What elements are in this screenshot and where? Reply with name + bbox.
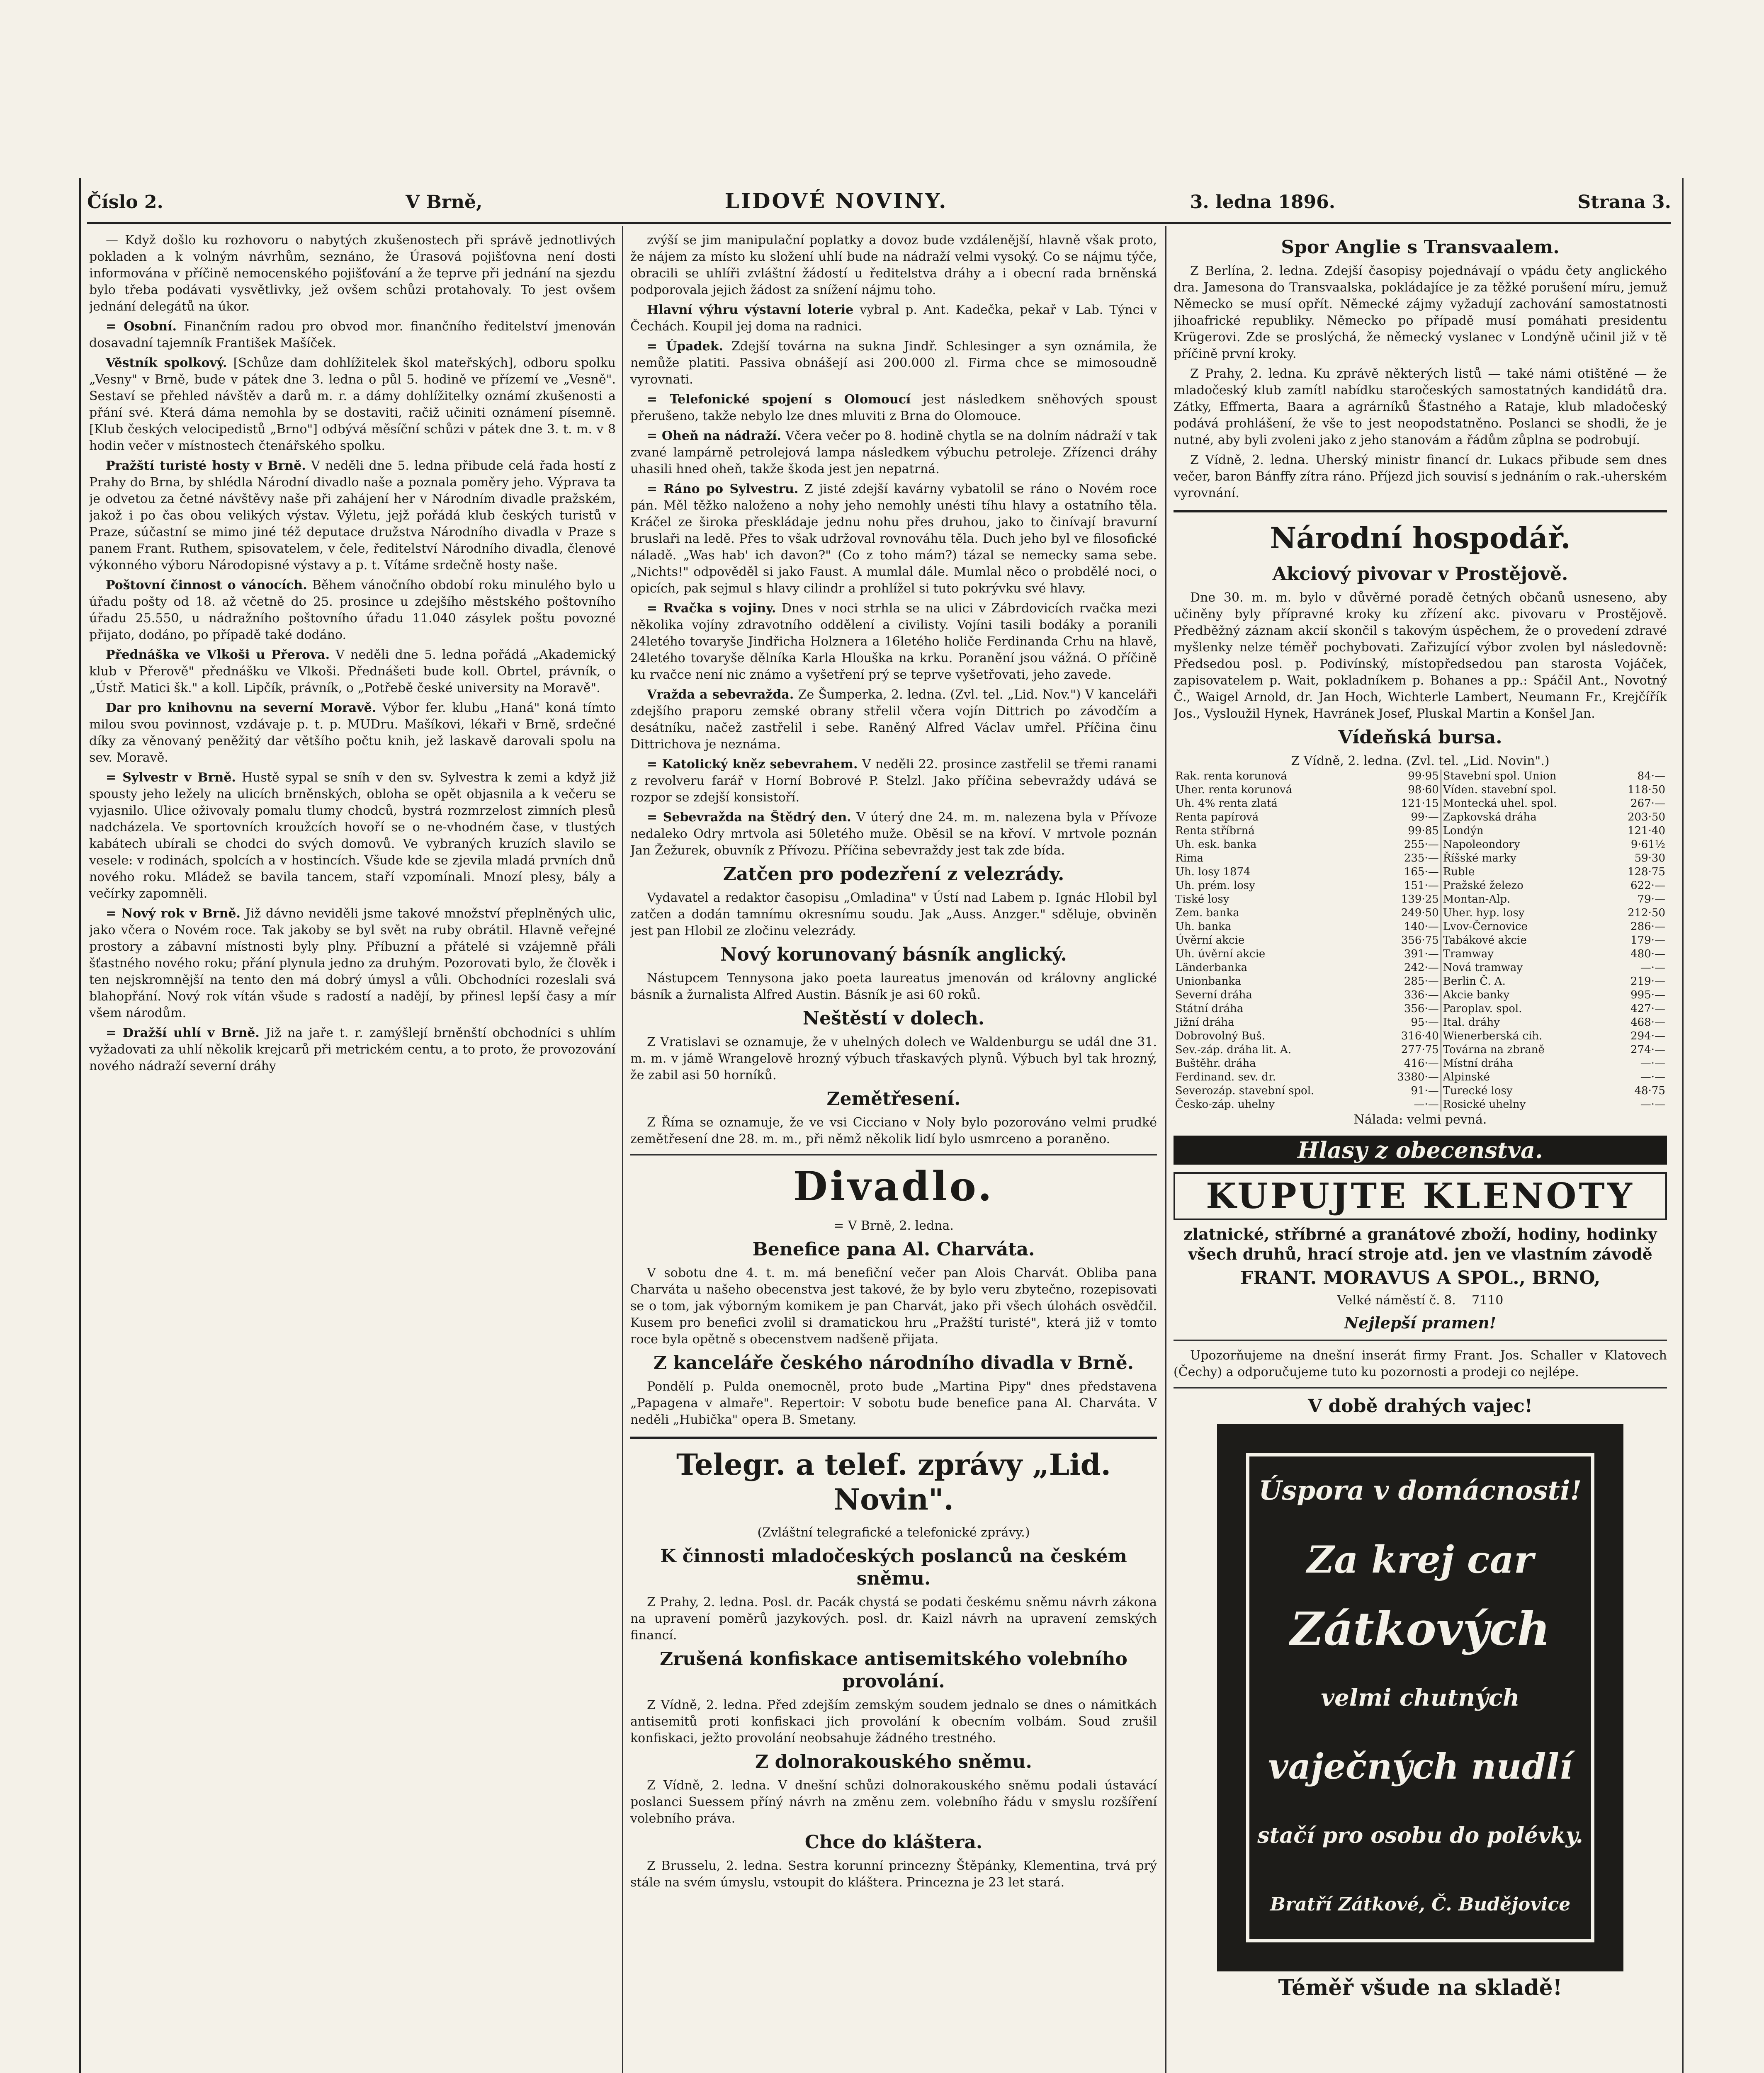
bursa-label: Říšské marky	[1441, 852, 1608, 865]
article-text	[89, 577, 616, 643]
column-1	[89, 232, 616, 2073]
section-heading: Zemětřesení.	[826, 1088, 961, 1109]
bursa-label: Česko-záp. uhelny	[1175, 1098, 1275, 1111]
bursa-value: 416·—	[1404, 1057, 1439, 1070]
bursa-value: 249·50	[1401, 907, 1439, 919]
article-heading: = Oheň na nádraží.	[647, 429, 781, 443]
article-text	[630, 600, 1157, 683]
article-text	[630, 302, 1157, 335]
article-heading: Věstník spolkový.	[106, 356, 227, 370]
article-text: — Když došlo ku rozhovoru o nabytých zkušenostech při správě jednotlivých pokladen a k volným návrhům, seznáno, že Úrasová pojišťovna není dosti informována v příčině nemocenského pojišťování a že teprve při jednání na sjezdu bylo třeba podávati vysvětlivky, jež ovšem schůzi protahovaly. To jest ovšem jednání delegátů na úkor.	[89, 233, 616, 314]
bursa-value: 121·15	[1401, 797, 1439, 810]
notice-text: Upozorňujeme na dnešní inserát firmy Frant. Jos. Schaller v Klatovech (Čechy) a odporučujeme tuto ku pozornosti a prodeji co nejlépe.	[1174, 1348, 1667, 1379]
bursa-label: Renta stříbrná	[1175, 825, 1255, 837]
bursa-value: 121·40	[1628, 825, 1665, 837]
article-text: Z Prahy, 2. ledna. Ku zprávě některých listů — také námi otištěné — že mladočeský klub zamítl nabídku staročeských samostatných kandidátů dra. Zátky, Effmerta, Baara a agrárníků Šťastného a Rataje, klub mladočeský podává prohlášení, že vše to jest neopodstatněno. Poslanci se shodli, že je nutné, aby byli zvoleni jako z jeho stanovám a řádům zůplna se podrobují.	[1174, 367, 1667, 447]
article-body: Z jisté zdejší kavárny vybatolil se ráno o Novém roce pán. Měl těžko naloženo a nohy jeho nemohly unésti tíhu hlavy a ostatního těla. Kráčel ze široka přeskládaje jednu nohu přes druhou, jako to činívají bravurní bruslaři na ledě. Přes to však udržoval rovnováhu těla. Duch jeho byl ve filosofické náladě. „Was hab' ich davon?" (Co z toho mám?) tázal se nemecky sama sebe. „Nichts!" odpověděl si jako Faust. A mumlal dále. Mumlal něco o probdělé noci, o opicích, pak sejmul s hlavy cilindr a prohlížel si tuto pokrývku své hlavy.	[630, 482, 1157, 596]
article-body: Již na jaře t. r. zamýšlejí brněnští obchodníci s uhlím vyžadovati za uhlí několik krejcarů při metrickém centu, a to proto, že provozování nového nádraží severní dráhy	[89, 1026, 616, 1073]
divider	[1174, 1340, 1667, 1341]
ad-line: Úspora v domácnosti!	[1259, 1475, 1582, 1507]
bursa-value: 91·—	[1411, 1085, 1439, 1097]
article-body: V úterý dne 24. m. m. nalezena byla v Přívoze nedaleko Odry mrtvola asi 50letého muže. Oběsil se na křoví. V mrtvole poznán Jan Žežurek, obuvník z Přívozu. Příčina sebevraždy jest tak zde bída.	[630, 810, 1157, 858]
article-heading: = Úpadek.	[647, 339, 723, 354]
header-city: V Brně,	[406, 192, 483, 213]
bursa-value: 294·—	[1630, 1030, 1665, 1042]
ad-line: vaječných nudlí	[1268, 1746, 1573, 1787]
bursa-value: —·—	[1640, 1071, 1665, 1083]
bursa-label: Londýn	[1441, 824, 1608, 838]
kupujte-ad-title: KUPUJTE KLENOTY	[1174, 1172, 1667, 1220]
column-2	[630, 232, 1157, 2073]
bursa-row	[1174, 975, 1667, 988]
narodni-heading: Národní hospodář.	[1270, 521, 1571, 555]
bursa-value: —·—	[1640, 961, 1665, 974]
bursa-value: 316·40	[1401, 1030, 1439, 1042]
article-heading: = Dražší uhlí v Brně.	[106, 1026, 260, 1040]
article-text: Z Brusselu, 2. ledna. Sestra korunní princezny Štěpánky, Klementina, trvá prý stále na svém úmyslu, vstoupit do kláštera. Princezna je 23 let stará.	[630, 1859, 1157, 1890]
article-heading: = Telefonické spojení s Olomoucí	[647, 392, 911, 407]
divider	[630, 1437, 1157, 1439]
article-text	[630, 687, 1157, 753]
bursa-table	[1174, 769, 1667, 1112]
bursa-row	[1174, 988, 1667, 1002]
bursa-row	[1174, 893, 1667, 906]
article-text	[89, 647, 616, 697]
bursa-value: 128·75	[1628, 866, 1665, 878]
telegr-heading: Telegr. a telef. zprávy „Lid. Novin".	[676, 1447, 1111, 1517]
bursa-label: Napoleondory	[1441, 838, 1608, 852]
bursa-row	[1174, 961, 1667, 975]
bursa-label: Länderbanka	[1175, 961, 1248, 974]
ad-inner-frame	[1246, 1453, 1594, 1942]
article-body: Včera večer po 8. hodině chytla se na dolním nádraží v tak zvané lampárně petrolejová lampa následkem výbuchu petroleje. Zřízenci dráhy uhasili hned oheň, takže škoda jest jen nepatrná.	[630, 429, 1157, 476]
bursa-label: Wienerberská cih.	[1441, 1029, 1608, 1043]
column-rule	[622, 226, 623, 2073]
article-text	[89, 1025, 616, 1075]
bursa-label: Ferdinand. sev. dr.	[1175, 1071, 1276, 1083]
article-text	[89, 700, 616, 766]
article-text: Z Říma se oznamuje, že ve vsi Cicciano v Noly bylo pozorováno velmi prudké zemětřesení dne 28. m. m., při němž několik lidí bylo usmrceno a poraněno.	[630, 1115, 1157, 1146]
bursa-value: 336·—	[1404, 989, 1439, 1001]
bursa-heading: Vídeňská bursa.	[1338, 727, 1502, 748]
bursa-value: 995·—	[1630, 989, 1665, 1001]
article-text: Vydavatel a redaktor časopisu „Omladina" v Ústí nad Labem p. Ignác Hlobil byl zatčen a dodán tamnímu okresnímu soudu. Jak „Auss. Anzger." sděluje, obviněn jest pan Hlobil ze zločinu velezrády.	[630, 891, 1157, 938]
bursa-row	[1174, 1016, 1667, 1029]
bursa-row	[1174, 920, 1667, 934]
bursa-value: 267·—	[1630, 797, 1665, 810]
ad-heading: V době drahých vajec!	[1308, 1396, 1533, 1417]
article-text: Z Vratislavi se oznamuje, že v uhelných dolech ve Waldenburgu se udál dne 31. m. m. v jámě Wrangelově hrozný výbuch třaskavých plynů. Výbuch byl tak hrozný, že zabil asi 50 horníků.	[630, 1035, 1157, 1083]
section-heading: K činnosti mladočeských poslanců na českém sněmu.	[660, 1546, 1127, 1589]
bursa-row	[1174, 769, 1667, 783]
hlasy-banner: Hlasy z obecenstva.	[1174, 1136, 1667, 1165]
bursa-label: Lvov-Černovice	[1441, 920, 1608, 934]
article-heading: = Osobní.	[106, 319, 177, 334]
bursa-label: Uh. banka	[1175, 920, 1232, 933]
dateline: = V Brně, 2. ledna.	[833, 1219, 954, 1233]
bursa-row	[1174, 1098, 1667, 1112]
article-text: Z Vídně, 2. ledna. Uherský ministr financí dr. Lukacs přibude sem dnes večer, baron Bánffy zítra ráno. Příjezd jich souvisí s jednáním o rak.-uherském vyrovnání.	[1174, 453, 1667, 500]
section-heading: Z kanceláře českého národního divadla v Brně.	[653, 1352, 1134, 1374]
bursa-label: Turecké losy	[1441, 1084, 1608, 1098]
bursa-label: Ital. dráhy	[1441, 1016, 1608, 1029]
bursa-label: Nová tramway	[1441, 961, 1608, 975]
article-text	[89, 905, 616, 1022]
bursa-label: Víden. stavební spol.	[1441, 783, 1608, 797]
bursa-value: 99·95	[1408, 770, 1439, 782]
article-text: V sobotu dne 4. t. m. má benefiční večer pan Alois Charvát. Obliba pana Charváta u našeho obecenstva jest takové, že by bylo veru zbytečno, rozepisovati se o tom, jak výborným komikem je pan Charvát, jako při všech úlohách osvědčil. Kusem pro benefici zvolil si dramatickou hru „Pražští turisté", která již v tomto roce byla opětně s obecenstvem nadšeně přijata.	[630, 1266, 1157, 1347]
article-body: V neděli dne 5. ledna pořádá „Akademický klub v Přerově" přednášku ve Vlkoši. Přednášeti bude koll. Obrtel, právník, o „Ústř. Matici šk." a koll. Lipčík, právník, o „Potřebě české university na Moravě".	[89, 648, 616, 695]
bursa-label: Ruble	[1441, 865, 1608, 879]
bursa-value: 356·75	[1401, 934, 1439, 947]
article-heading: = Ráno po Sylvestru.	[647, 482, 799, 496]
bursa-row	[1174, 947, 1667, 961]
article-heading: Vražda a sebevražda.	[647, 687, 794, 702]
bursa-row	[1174, 1029, 1667, 1043]
bursa-value: 356·—	[1404, 1003, 1439, 1015]
article-text: Nástupcem Tennysona jako poeta laureatus jmenován od královny anglické básník a žurnalista Alfred Austin. Básník je asi 60 roků.	[630, 971, 1157, 1002]
bursa-row	[1174, 1070, 1667, 1084]
bursa-label: Zem. banka	[1175, 907, 1239, 919]
article-heading: = Sylvestr v Brně.	[106, 770, 236, 785]
article-text	[89, 355, 616, 454]
bursa-value: 84·—	[1637, 770, 1665, 782]
bursa-value: 203·50	[1628, 811, 1665, 823]
bursa-value: 99·—	[1411, 811, 1439, 823]
article-heading: Přednáška ve Vlkoši u Přerova.	[106, 648, 330, 662]
bursa-label: Rosické uhelny	[1441, 1098, 1608, 1112]
bursa-label: Akcie banky	[1441, 988, 1608, 1002]
bursa-value: 151·—	[1404, 879, 1439, 892]
article-heading: = Rvačka s vojiny.	[647, 601, 776, 616]
column-3	[1174, 232, 1667, 2073]
nejlepsi-label: Nejlepší pramen!	[1344, 1313, 1497, 1332]
bursa-label: Dobrovolný Buš.	[1175, 1030, 1266, 1042]
bursa-value: 274·—	[1630, 1044, 1665, 1056]
bursa-label: Uh. losy 1874	[1175, 866, 1251, 878]
kupujte-ad-address	[1174, 1292, 1667, 1309]
bursa-label: Místní dráha	[1441, 1057, 1608, 1070]
article-heading: = Katolický kněz sebevrahem.	[647, 757, 858, 772]
article-body: vybral p. Ant. Kadečka, pekař v Lab. Týnci v Čechách. Koupil jej doma na radnici.	[630, 303, 1157, 334]
bursa-value: 468·—	[1630, 1016, 1665, 1029]
bursa-row	[1174, 797, 1667, 811]
article-body: V neděli dne 5. ledna přibude celá řada hostí z Prahy do Brna, by shlédla Národní divadlo naše a poznala poměry jeho. Výprava ta je odvetou za četné návštěvy naše při zahájení her v Národním divadle pražském, jakož i po čas obou velikých výstav. Výletu, jejž pořádá klub českých turistů v Praze, súčastní se mimo jiné též deputace družstva Národního divadla v Praze s panem Frant. Ruthem, spisovatelem, v čele, ředitelství Národního divadla, členové výkonného výboru Národopisné výstavy a p. t. Vítáme srdečně hosty naše.	[89, 459, 616, 573]
bursa-value: 48·75	[1634, 1085, 1665, 1097]
column-rule	[1165, 226, 1166, 2073]
bursa-value: —·—	[1414, 1098, 1439, 1111]
bursa-value: 242·—	[1404, 961, 1439, 974]
divider	[1174, 1387, 1667, 1388]
bursa-footer: Nálada: velmi pevná.	[1353, 1112, 1487, 1127]
bursa-row	[1174, 783, 1667, 797]
bursa-row	[1174, 1002, 1667, 1016]
article-heading: Poštovní činnost o vánocích.	[106, 578, 307, 592]
bursa-label: Stavební spol. Union	[1441, 769, 1608, 783]
bursa-label: Severní dráha	[1175, 989, 1252, 1001]
bursa-label: Montan-Alp.	[1441, 893, 1608, 906]
bursa-row	[1174, 852, 1667, 865]
bursa-value: 219·—	[1630, 975, 1665, 988]
bursa-value: 140·—	[1404, 920, 1439, 933]
article-body: Hustě sypal se sníh v den sv. Sylvestra k zemi a když již spousty jeho ležely na ulicích brněnských, obloha se opět objasnila a k večeru se vyjasnilo. Ulice oživovaly pomalu tlumy chodců, bystrá rozmrzelost zimních plesů nadcházela. Ve sportovních kroužcích hovoří se o ne-vhodném čase, v tlustých kabátech ubírali se chodci do svých domovů. Ve vybraných kruzích slavilo se vesele: v rodinách, spolcích a v hostincích. Všude kde se zjevila mladá prvních dnů nového roku. Mládež se bavila tancem, staří vzpomínali. Mnozí plesy, bály a večírky zapomněli.	[89, 770, 616, 901]
bursa-row	[1174, 811, 1667, 824]
zatka-advertisement	[1217, 1424, 1623, 1971]
bursa-label: Tramway	[1441, 947, 1608, 961]
ad-footer: Téměř všude na skladě!	[1278, 1975, 1562, 2000]
bursa-label: Unionbanka	[1175, 975, 1242, 988]
article-text: zvýší se jim manipulační poplatky a dovoz bude vzdálenější, hlavně však proto, že nájem za místo ku složení uhlí bude na nádraží velmi vysoký. Co se nájmu týče, obracili se uhlíři zvláštní žádostí u ředitelstva dráhy a i obecní rada brněnská podporovala jejich žádost za snížení nájmu toho.	[630, 233, 1157, 297]
section-heading: Z dolnorakouského sněmu.	[755, 1751, 1032, 1772]
article-body: Zdejší továrna na sukna Jindř. Schlesinger a syn oznámila, že nemůže platiti. Passiva obnášejí asi 200.000 zl. Firma chce se mimosoudně vyrovnati.	[630, 339, 1157, 387]
bursa-dateline: Z Vídně, 2. ledna. (Zvl. tel. „Lid. Novin".)	[1291, 754, 1550, 768]
bursa-label: Továrna na zbraně	[1441, 1043, 1608, 1057]
article-text: Dne 30. m. m. bylo v důvěrné poradě četných občanů usneseno, aby učiněny byly přípravné kroky ku zřízení akc. pivovaru v Prostějově. Předběžný záznam akcií skončil s takovým úspěchem, že o provedení zdravé myšlenky nelze téměř pochybovati. Zařizující výbor zvolen byl následovně: Předsedou posl. p. Podivínský, místopředsedou pan starosta Vojáček, zapisovatelem p. Wait, pokladníkem p. Bohanes a pp.: Spáčil Ant., Novotný Č., Waigel Arnold, dr. Jan Hoch, Wichterle Lambert, Neumann Fr., Krejčířík Jos., Vysloužil Hynek, Havránek Josef, Pluskal Martin a Konšel Jan.	[1174, 590, 1667, 721]
section-heading: Nový korunovaný básník anglický.	[720, 944, 1067, 965]
bursa-label: Uh. prém. losy	[1175, 879, 1255, 892]
bursa-label: Montecká uhel. spol.	[1441, 797, 1608, 811]
bursa-value: 59·30	[1634, 852, 1665, 864]
bursa-value: 212·50	[1628, 907, 1665, 919]
section-heading: Zatčen pro podezření z velezrády.	[723, 864, 1064, 885]
section-heading: Akciový pivovar v Prostějově.	[1272, 563, 1568, 585]
section-heading: Benefice pana Al. Charváta.	[752, 1239, 1035, 1260]
article-body: Již dávno neviděli jsme takové množství přeplněných ulic, jako včera o Novém roce. Tak jakoby se byl svět na ruby obrátil. Hlavně veřejné prostory a zábavní místnosti byly plny. Příbuzní a přátelé si vzájemně přáli šťastného nového roku; přání plynula jedno za druhým. Pozorovati bylo, že člověk i ten nejskromnější na tento den má dobrý úmysl a vůli. Obchodníci rozeslali svá blahopřání. Nový rok vítán všude s radostí a nadějí, by přinesl lepší časy a mír všem národům.	[89, 906, 616, 1020]
article-text	[89, 769, 616, 902]
bursa-value: 391·—	[1404, 948, 1439, 960]
article-text	[630, 391, 1157, 425]
divider	[1174, 510, 1667, 512]
bursa-value: 139·25	[1401, 893, 1439, 905]
bursa-label: Uh. úvěrní akcie	[1175, 948, 1266, 960]
bursa-row	[1174, 934, 1667, 947]
article-text: Z Vídně, 2. ledna. Před zdejším zemským soudem jednalo se dnes o námitkách antisemitů proti konfiskaci jich provolání k obecním volbám. Soud zrušil konfiskaci, ježto provolání neobsahuje žádného trestného.	[630, 1698, 1157, 1745]
page-number: Strana 3.	[1577, 192, 1671, 213]
bursa-label: Státní dráha	[1175, 1003, 1244, 1015]
bursa-label: Alpinské	[1441, 1070, 1608, 1084]
masthead: LIDOVÉ NOVINY.	[724, 189, 948, 213]
section-heading: Neštěstí v dolech.	[802, 1008, 985, 1029]
bursa-value: 277·75	[1401, 1044, 1439, 1056]
bursa-label: Rima	[1175, 852, 1204, 864]
article-text: Pondělí p. Pulda onemocněl, proto bude „Martina Pipy" dnes představena „Papagena v almaře". Repertoir: V sobotu bude benefice pana Al. Charváta. V neděli „Hubička" opera B. Smetany.	[630, 1379, 1157, 1427]
ad-line: Bratří Zátkové, Č. Budějovice	[1270, 1893, 1571, 1915]
bursa-label: Uher. renta korunová	[1175, 784, 1293, 796]
divider	[630, 1154, 1157, 1155]
ad-line: Za krej car	[1307, 1538, 1534, 1582]
article-heading: Dar pro knihovnu na severní Moravě.	[106, 701, 377, 715]
ad-line: stačí pro osobu do polévky.	[1257, 1823, 1583, 1848]
bursa-label: Úvěrní akcie	[1175, 934, 1245, 947]
article-text: Z Berlína, 2. ledna. Zdejší časopisy pojednávají o vpádu čety anglického dra. Jamesona do Transvaalska, pokládajíce je za těžké porušení míru, jemuž Německo se musí opřít. Německé zájmy vyžadují zachování samostatnosti jihoafrické republiky. Německo po případě musí pomáhati presidentu Krügerovi. Zde se proslýchá, že německý vyslanec v Londýně učinil již v tě příčině první kroky.	[1174, 264, 1667, 361]
kupujte-ad-firm: FRANT. MORAVUS A SPOL., BRNO,	[1240, 1267, 1601, 1289]
kupujte-ad-text: zlatnické, stříbrné a granátové zboží, hodiny, hodinky všech druhů, hrací stroje atd. jen ve vlastním závodě	[1183, 1225, 1657, 1263]
bursa-value: 9·61½	[1630, 838, 1665, 851]
bursa-value: —·—	[1640, 1057, 1665, 1070]
section-heading: Spor Anglie s Transvaalem.	[1281, 237, 1560, 258]
article-body: Ze Šumperka, 2. ledna. (Zvl. tel. „Lid. Nov.") V kanceláři zdejšího praporu zemské obrany střelil včera vojín Dittrich po závodčím a desátníku, načež zastřelil i sebe. Raněný Alfred Václav umřel. Příčina činu Dittrichova je neznáma.	[630, 687, 1157, 752]
bursa-label: Uh. 4% renta zlatá	[1175, 797, 1278, 810]
bursa-label: Severozáp. stavební spol.	[1175, 1085, 1314, 1097]
article-text	[630, 809, 1157, 859]
bursa-label: Renta papírová	[1175, 811, 1259, 823]
bursa-row	[1174, 838, 1667, 852]
bursa-label: Jižní dráha	[1175, 1016, 1234, 1029]
article-heading: Pražští turisté hosty v Brně.	[106, 459, 306, 473]
bursa-value: 99·85	[1408, 825, 1439, 837]
article-body: jest následkem sněhových spoust přerušeno, takže nebylo lze dnes mluviti z Brna do Olomouce.	[630, 392, 1157, 423]
divadlo-heading: Divadlo.	[793, 1163, 994, 1210]
bursa-label: Uher. hyp. losy	[1441, 906, 1608, 920]
bursa-label: Tabákové akcie	[1441, 934, 1608, 947]
ad-number: 7110	[1472, 1293, 1504, 1308]
bursa-label: Zapkovská dráha	[1441, 811, 1608, 824]
bursa-label: Berlin Č. A.	[1441, 975, 1608, 988]
bursa-value: 3380·—	[1397, 1071, 1439, 1083]
bursa-value: 98·60	[1408, 784, 1439, 796]
bursa-label: Sev.-záp. dráha lit. A.	[1175, 1044, 1291, 1056]
bursa-value: 79·—	[1637, 893, 1665, 905]
bursa-value: 165·—	[1404, 866, 1439, 878]
article-body: Výbor fer. klubu „Haná" koná tímto milou svou povinnost, vzdávaje p. t. p. MUDru. Mašíkovi, lékaři v Brně, srdečné díky za věnovaný peněžitý dar většího počtu knih, jež laskavě darovali spolu na sev. Moravě.	[89, 701, 616, 765]
bursa-row	[1174, 906, 1667, 920]
bursa-row	[1174, 879, 1667, 893]
bursa-value: 179·—	[1630, 934, 1665, 947]
bursa-value: 285·—	[1404, 975, 1439, 988]
article-body: [Schůze dam dohlížitelek škol mateřských], odboru spolku „Vesny" v Brně, bude v pátek dne 3. ledna o půl 5. hodině ve přízemí ve „Vesně". Sestaví se přehled návštěv a darů m. r. a dámy dohlížitelky oznámí zkušenosti a přání své. Která dáma nemohla by se dostaviti, račiž učiniti oznámení písemně. [Klub českých velocipedistů „Brno"] odbývá měsíční schůzi v pátek dne 3. t. m. v 8 hodin večer v místnostech čtenářského spolku.	[89, 356, 616, 453]
bursa-value: 95·—	[1411, 1016, 1439, 1029]
issue-number: Číslo 2.	[87, 192, 163, 213]
bursa-label: Buštěhr. dráha	[1175, 1057, 1256, 1070]
bursa-value: 118·50	[1628, 784, 1665, 796]
page-header	[87, 189, 1671, 224]
bursa-row	[1174, 1057, 1667, 1070]
article-text: Z Prahy, 2. ledna. Posl. dr. Pacák chystá se podati českému sněmu návrh zákona na upravení poměrů jazykových. posl. dr. Kaizl návrh na upravení zemských financí.	[630, 1595, 1157, 1643]
article-text	[630, 338, 1157, 388]
header-date: 3. ledna 1896.	[1190, 192, 1336, 213]
article-body: Dnes v noci strhla se na ulici v Zábrdovicích rvačka mezi několika vojíny zdravotního oddělení a civilisty. Vojíni tasili bodáky a poranili 24letého tovaryše Jindřicha Holznera a 16letého holiče Ferdinanda Crhu na hlavě, 24letého tovaryše dělníka Karla Hlouška na krku. Poranění jsou vážná. O příčině ku rvačce není nic známo a vyšetření prý se teprve vyšetřovati, jeho zavede.	[630, 601, 1157, 682]
bursa-label: Pražské železo	[1441, 879, 1608, 893]
bursa-label: Rak. renta korunová	[1175, 770, 1287, 782]
bursa-label: Paroplav. spol.	[1441, 1002, 1608, 1016]
bursa-row	[1174, 1043, 1667, 1057]
article-heading: = Nový rok v Brně.	[106, 906, 241, 921]
bursa-value: 622·—	[1630, 879, 1665, 892]
ad-line: Zátkových	[1290, 1602, 1550, 1655]
bursa-label: Uh. esk. banka	[1175, 838, 1257, 851]
bursa-value: 255·—	[1404, 838, 1439, 851]
bursa-value: 235·—	[1404, 852, 1439, 864]
bursa-value: —·—	[1640, 1098, 1665, 1111]
ad-line: velmi chutných	[1321, 1684, 1520, 1711]
bursa-label: Tiské losy	[1175, 893, 1229, 905]
bursa-row	[1174, 865, 1667, 879]
article-text	[630, 481, 1157, 597]
article-heading: Hlavní výhru výstavní loterie	[647, 303, 854, 317]
article-text	[630, 428, 1157, 478]
article-body: Během vánočního období roku minulého bylo u úřadu pošty od 18. až včetně do 25. prosince u zdejšího městského poštovního úřadu 25.550, u nádražního poštovního úřadu 11.040 zásylek poštu povozné přijato, dodáno, po případě také dodáno.	[89, 578, 616, 642]
section-heading: Zrušená konfiskace antisemitského volebního provolání.	[660, 1648, 1127, 1692]
article-text	[89, 318, 616, 352]
telegr-subheading: (Zvláštní telegrafické a telefonické zprávy.)	[757, 1525, 1030, 1540]
article-body: V neděli 22. prosince zastřelil se třemi ranami z revolveru farář v Horní Bobrové P. Stelzl. Jako příčina sebevraždy udává se rozpor se zdejší konsistoří.	[630, 757, 1157, 805]
article-heading: = Sebevražda na Štědrý den.	[647, 810, 851, 825]
bursa-value: 286·—	[1630, 920, 1665, 933]
bursa-row	[1174, 824, 1667, 838]
bursa-value: 480·—	[1630, 948, 1665, 960]
article-text	[630, 756, 1157, 806]
bursa-row	[1174, 1084, 1667, 1098]
section-heading: Chce do kláštera.	[804, 1832, 983, 1853]
address: Velké náměstí č. 8.	[1337, 1293, 1456, 1308]
article-text	[89, 458, 616, 574]
article-text: Z Vídně, 2. ledna. V dnešní schůzi dolnorakouského sněmu podali ústavácí poslanci Suessem příný návrh na změnu zem. volebního řádu v smyslu rozšíření volebního práva.	[630, 1778, 1157, 1826]
article-body: Finančním radou pro obvod mor. finančního ředitelství jmenován dosavadní tajemník František Mašíček.	[89, 319, 616, 350]
bursa-value: 427·—	[1630, 1003, 1665, 1015]
